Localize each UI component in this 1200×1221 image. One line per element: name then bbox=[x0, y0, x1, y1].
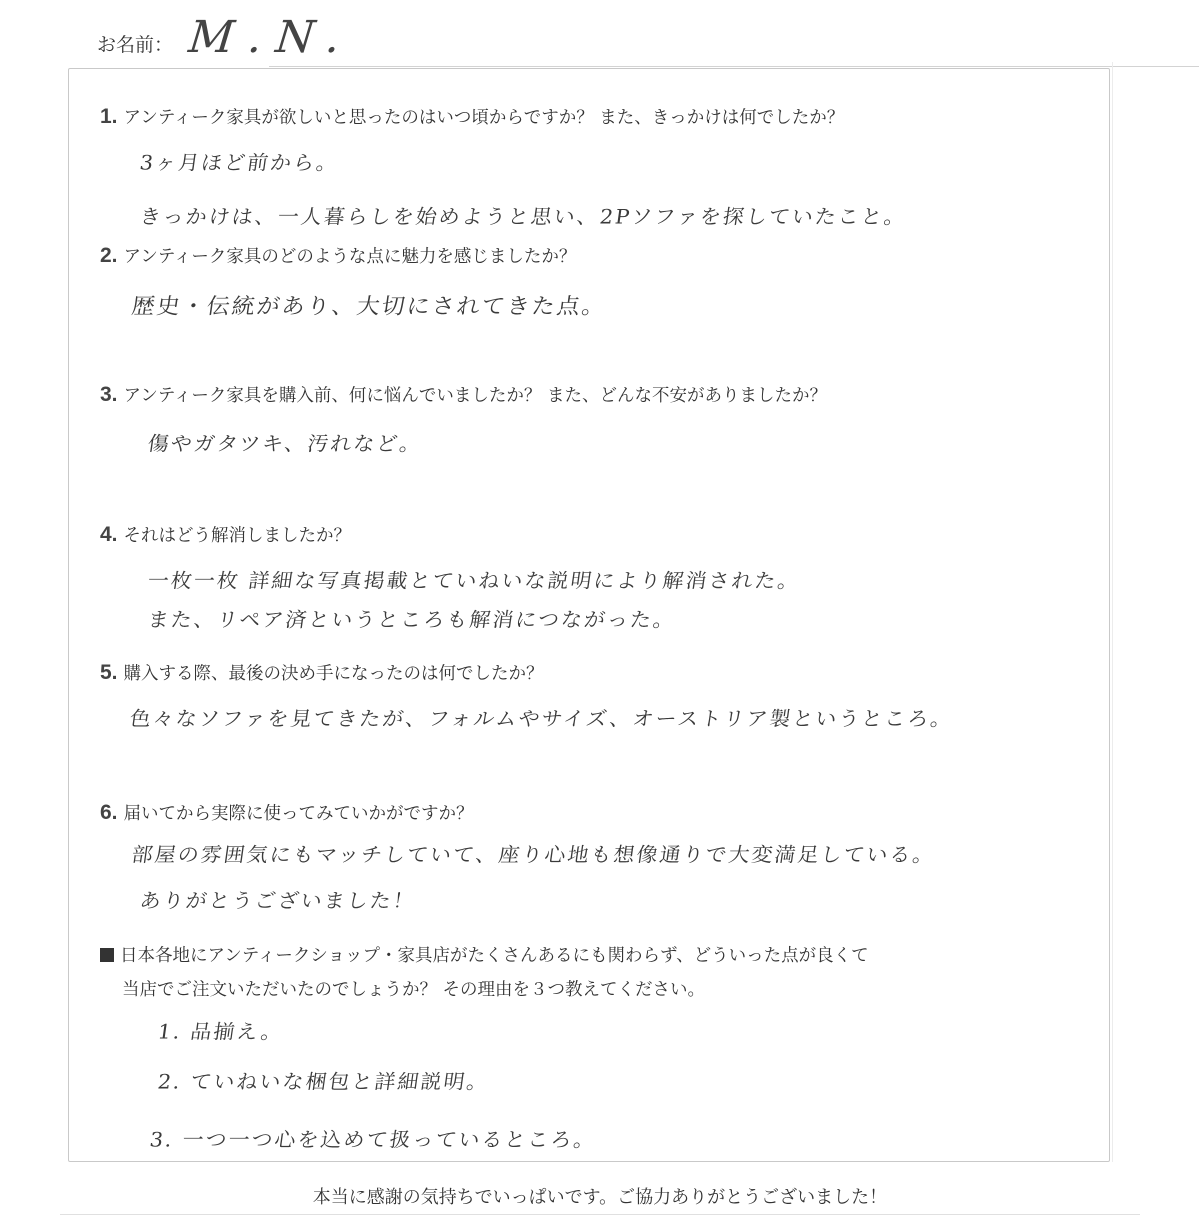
question-text: それはどう解消しましたか？ bbox=[123, 526, 352, 546]
reasons-prompt-line-2: 当店でご注文いただいたのでしょうか？ その理由を３つ教えてください。 bbox=[122, 980, 706, 1000]
reason-2[interactable]: 2. ていねいな梱包と詳細説明。 bbox=[156, 1070, 492, 1094]
reason-3[interactable]: 3. 一つ一つ心を込めて扱っているところ。 bbox=[148, 1128, 599, 1152]
question-3 bbox=[100, 382, 827, 407]
question-2 bbox=[100, 243, 576, 268]
question-number: 1. bbox=[100, 105, 118, 128]
reason-1[interactable]: 1. 品揃え。 bbox=[156, 1020, 286, 1044]
answer-6-line-2[interactable]: ありがとうございました！ bbox=[138, 889, 418, 913]
question-text: 届いてから実際に使ってみていかがですか？ bbox=[123, 804, 474, 824]
question-number: 6. bbox=[100, 801, 118, 824]
question-text: 購入する際、最後の決め手になったのは何でしたか？ bbox=[123, 664, 544, 684]
footer-thanks: 本当に感謝の気持ちでいっぱいです。ご協力ありがとうございました！ bbox=[312, 1187, 888, 1208]
question-number: 3. bbox=[100, 383, 118, 406]
answer-3-line-1[interactable]: 傷やガタツキ、汚れなど。 bbox=[146, 432, 424, 456]
answer-1-line-2[interactable]: きっかけは、一人暮らしを始めようと思い、2Pソファを探していたこと。 bbox=[138, 205, 909, 229]
question-text: アンティーク家具が欲しいと思ったのはいつ頃からですか？ また、きっかけは何でしたか？ bbox=[123, 108, 845, 128]
question-number: 5. bbox=[100, 661, 118, 684]
name-underline bbox=[269, 66, 1199, 67]
name-value[interactable]: M.N. bbox=[186, 12, 357, 63]
reasons-prompt-line-1 bbox=[100, 942, 869, 967]
question-5 bbox=[100, 660, 544, 685]
name-label: お名前： bbox=[97, 34, 174, 56]
answer-2-line-1[interactable]: 歴史・伝統があり、大切にされてきた点。 bbox=[129, 294, 609, 320]
question-text: アンティーク家具のどのような点に魅力を感じましたか？ bbox=[123, 247, 577, 267]
question-text: アンティーク家具を購入前、何に悩んでいましたか？ また、どんな不安がありましたか？ bbox=[123, 386, 827, 406]
answer-4-line-2[interactable]: また、リペア済というところも解消につながった。 bbox=[146, 608, 678, 632]
answer-4-line-1[interactable]: 一枚一枚 詳細な写真掲載とていねいな説明により解消された。 bbox=[146, 569, 803, 593]
reasons-prompt-text-1: 日本各地にアンティークショップ・家具店がたくさんあるにも関わらず、どういった点が良くて bbox=[120, 946, 869, 966]
square-bullet-icon bbox=[100, 948, 114, 962]
question-number: 2. bbox=[100, 244, 118, 267]
footer-divider bbox=[60, 1214, 1140, 1215]
answer-6-line-1[interactable]: 部屋の雰囲気にもマッチしていて、座り心地も想像通りで大変満足している。 bbox=[130, 843, 938, 867]
answer-5-line-1[interactable]: 色々なソファを見てきたが、フォルムやサイズ、オーストリア製というところ。 bbox=[128, 707, 956, 731]
question-6 bbox=[100, 800, 474, 825]
frame-edge bbox=[1112, 62, 1113, 1162]
answer-1-line-1[interactable]: 3ヶ月ほど前から。 bbox=[138, 151, 341, 175]
question-4 bbox=[100, 522, 351, 547]
question-1 bbox=[100, 104, 844, 129]
question-number: 4. bbox=[100, 523, 118, 546]
